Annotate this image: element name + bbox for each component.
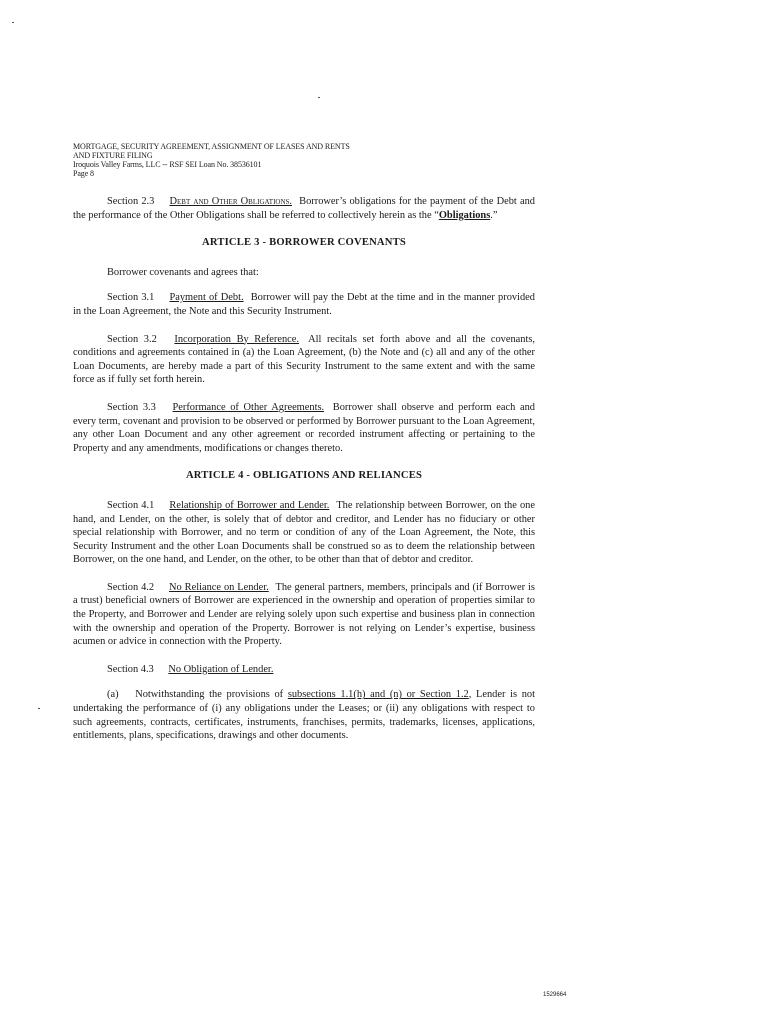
section-caption: No Obligation of Lender. — [168, 663, 274, 675]
section-caption: Payment of Debt. — [169, 292, 244, 304]
scan-speck — [318, 97, 320, 98]
scan-speck — [12, 22, 14, 23]
section-number: Section 2.3 — [107, 196, 155, 207]
section-number: Section 4.1 — [107, 499, 155, 511]
section-text: The general partners, members, principals and (if Borrower is a trust) beneficial owners of Borrower are experienced in the ownership and operation of properties similar to the Property, and Borrower and Lender are relying solely upon such expertise and business plan in connection with the ownership and operation of the Property. Borrower is not relying on Lender’s expertise, business acumen or advice in connection with the Property. — [73, 581, 535, 648]
cross-reference: subsections 1.1(h) and (n) or Section 1.2 — [287, 689, 469, 701]
defined-term: Obligations — [438, 209, 491, 221]
article-3-heading: ARTICLE 3 - BORROWER COVENANTS — [202, 237, 406, 249]
section-text-end: .” — [490, 209, 498, 221]
section-4-2 — [73, 581, 535, 649]
article-3-intro: Borrower covenants and agrees that: — [107, 266, 259, 278]
section-text: Borrower will pay the Debt at the time and in the manner provided in the Loan Agreement, the Note and this Security Instrument. — [73, 292, 535, 317]
section-caption: Debt and Other Obligations. — [169, 196, 292, 207]
section-caption: Incorporation By Reference. — [174, 333, 300, 345]
section-text: Borrower’s obligations for the payment of the Debt and the performance of the Other Obligations shall be referred to collectively herein as the “ — [73, 196, 535, 221]
section-number: Section 3.2 — [107, 333, 157, 345]
document-header — [73, 142, 493, 178]
section-caption: Relationship of Borrower and Lender. — [169, 499, 330, 511]
article-4-heading: ARTICLE 4 - OBLIGATIONS AND RELIANCES — [185, 470, 423, 482]
header-title-line-1: MORTGAGE, SECURITY AGREEMENT, ASSIGNMENT OF LEASES AND RENTS — [73, 142, 350, 151]
document-number: 1529664 — [543, 992, 567, 998]
header-title-line-2: AND FIXTURE FILING — [73, 151, 153, 160]
section-3-1 — [73, 291, 535, 318]
section-4-3-a — [73, 688, 535, 742]
section-text: Borrower shall observe and perform each and every term, covenant and provision to be observed or performed by Borrower pursuant to the Loan Agreement, any other Loan Document and any other agreement or recorded instrument affecting or pertaining to the Property and any amendments, modifications or changes thereto. — [73, 401, 535, 454]
section-caption: Performance of Other Agreements. — [172, 401, 325, 413]
section-4-1 — [73, 499, 535, 567]
header-loan-reference: Iroquois Valley Farms, LLC -- RSF SEI Loan No. 38536101 — [73, 160, 262, 169]
header-page-number: Page 8 — [73, 169, 94, 178]
document-body — [73, 195, 535, 757]
section-text: The relationship between Borrower, on the one hand, and Lender, on the other, is solely that of debtor and creditor, and Lender has no fiduciary or other special relationship with Borrower, and no term or condition of any of the Loan Agreement, the Note, this Security Instrument and the other Loan Documents shall be construed so as to deem the relationship between Borrower, on the one hand, and Lender, on the other, to be other than that of debtor and creditor. — [73, 499, 535, 566]
section-number: Section 4.2 — [107, 581, 155, 593]
section-number: Section 3.3 — [107, 401, 156, 413]
section-3-3 — [73, 401, 535, 455]
subsection-text-end: , Lender is not undertaking the performance of (i) any obligations under the Leases; or (ii) any obligations with respect to such agreements, contracts, certificates, instruments, franchises, permits, trademarks, licenses, applications, entitlements, plans, specifications, drawings and other documents. — [73, 689, 535, 742]
section-caption: No Reliance on Lender. — [169, 581, 269, 593]
section-text: All recitals set forth above and all the covenants, conditions and agreements contained in (a) the Loan Agreement, (b) the Note and (c) all and any of the other Loan Documents, are hereby made a part of this Security Instrument to the same extent and with the same force as if fully set forth herein. — [73, 333, 536, 386]
scan-speck — [38, 708, 40, 709]
subsection-label: (a) — [107, 689, 119, 701]
section-number: Section 4.3 — [107, 663, 154, 675]
section-2-3 — [73, 195, 535, 222]
section-3-2 — [73, 333, 535, 387]
section-4-3 — [73, 663, 535, 677]
section-number: Section 3.1 — [107, 292, 155, 304]
subsection-text: Notwithstanding the provisions of — [135, 689, 288, 701]
